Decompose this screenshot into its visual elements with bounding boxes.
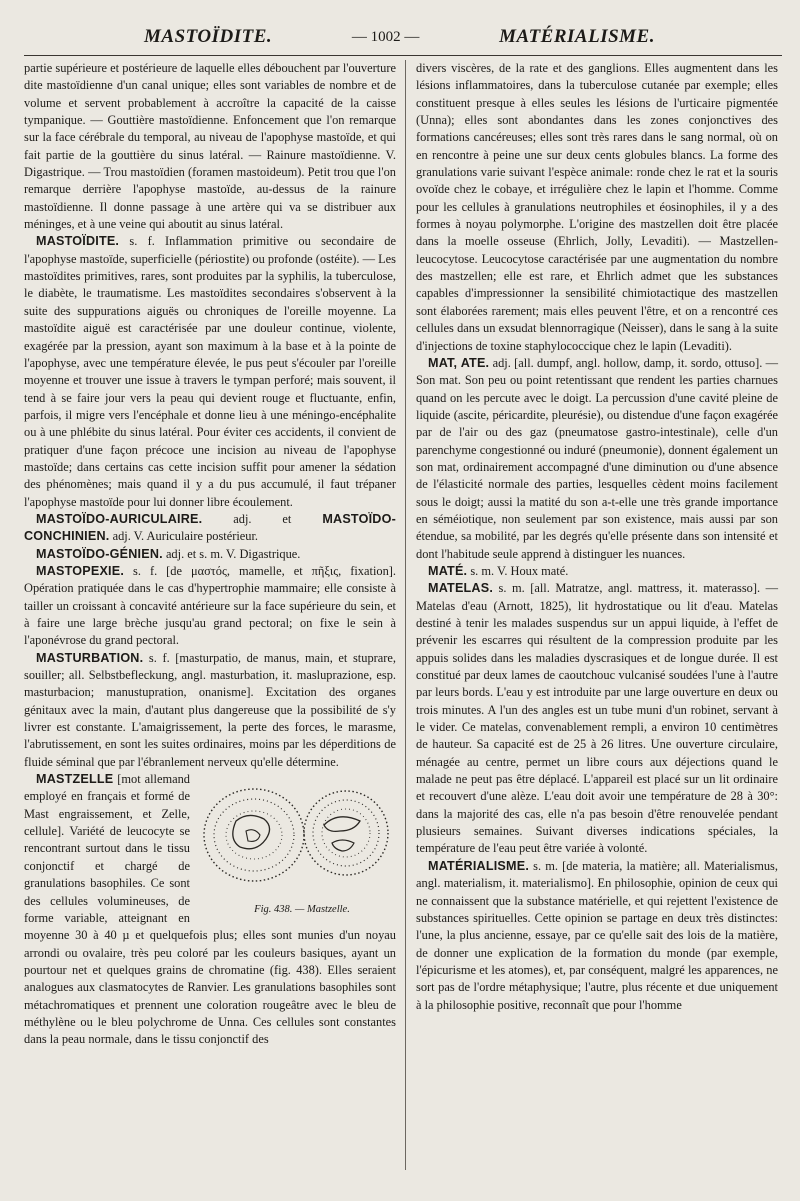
header-rule	[24, 55, 782, 56]
entry-mate	[416, 563, 778, 580]
entry-matelas	[416, 580, 778, 858]
left-column	[24, 60, 396, 1049]
entry-headword: MASTOÏDO-AURICULAIRE.	[36, 511, 203, 526]
entry-text: adj. V. Auriculaire postérieur.	[112, 529, 259, 544]
entry-headword: MATÉ.	[428, 563, 468, 578]
entry-headword: MAT, ATE.	[428, 355, 490, 370]
header-left-title: MASTOÏDITE.	[144, 26, 273, 47]
entry-text: s. f. [de μαστός, mamelle, et πῆξις, fixation]. Opération pratiquée dans le cas d'hypertrophie mammaire; elle consiste à tailler un croissant à concavité antérieure sur la face supérieure du sein, et à faire une large brèche jusqu'au grand pectoral; on fixe le sein à l'aponévrose du grand pectoral.	[24, 563, 396, 648]
entry-text: s. m. [de materia, la matière; all. Materialismus, angl. materialism, it. materialismo]. En philosophie, opinion de ceux qui ne connaissent que la substance matérielle, et qui rejettent l'existence de substances spirituelles. Cette opinion se partage en deux très distinctes: l'une, la plus ancienne, essaye, par ce qu'elle sait des lois de la matière, de donner une explication de la formation du monde (par exemple, l'épicurisme et les atomes), et, par conséquent, malgré les apparences, ne sort pas de l'ordre métaphysique; l'autre, plus récente et due uniquement à la philosophie positive, reconnaît que pour l'homme	[416, 858, 778, 1012]
entry-text: s. m. [all. Matratze, angl. mattress, it. materasso]. — Matelas d'eau (Arnott, 1825), lit hydrostatique ou lit d'eau. Matelas destiné à tenir les malades suspendus sur un appui liquide, à l'effet de prévenir les escarres qui résultent de la compression produite par les appuis solides dans les maladies dyscrasiques et de longue durée. Il est constitué par deux lames de caoutchouc vulcanisé soudées l'une à l'autre par leurs bords. L'eau y est introduite par une large ouverture en deux ou trois minutes. A l'un des angles est un tube muni d'un robinet, servant à le vider. Ce matelas, convenablement rempli, a environ 10 centimètres de hauteur. Sa capacité est de 25 à 26 litres. Une ouverture circulaire, ménagée au centre, permet un libre cours aux déjections quand le malade ne peut pas être déplacé. L'appareil est placé sur un lit ordinaire et recouvert d'une alèze. L'eau doit avoir une température de 28 à 30°: dans la majorité des cas, elle n'a pas besoin d'être renouvelée pendant plusieurs semaines. Suivant diverses indications spéciales, la température de l'eau peut être variée à volonté.	[416, 581, 778, 856]
page-number: — 1002 —	[351, 28, 420, 45]
entry-text: s. f. [masturpatio, de manus, main, et stuprare, souiller; all. Selbstbefleckung, angl. masturbation, it. masluprazione, esp. masturbacion; manustupration, onanisme]. Excitation des organes génitaux avec la main, d'autant plus dangereuse que la possibilité de s'y livrer est constante. L'amaigrissement, la perte des forces, le marasme, l'abrutissement, en sont les suites ordinaires, moins par les déperditions de fluide séminal que par l'ébranlement nerveux qu'elle détermine.	[24, 650, 396, 769]
entry-headword: MATÉRIALISME.	[428, 858, 530, 873]
entry-mat	[416, 355, 778, 563]
entry-text: adj. [all. dumpf, angl. hollow, damp, it. sordo, ottuso]. — Son mat. Son peu ou point retentissant que rendent les parties charnues quand on les percute avec le doigt. La percussion d'une cavité pleine de liquide (ascite, péricardite, pleurésie), ou distendue d'une façon exagérée par de l'air ou des gaz (pneumatose gastro-intestinale), celle d'un parenchyme congestionné ou induré (pneumonie), donnent également un son mat, ordinairement accompagné d'une diminution ou d'une absence de l'élasticité normale des parties, lesquelles cèdent moins facilement sous le doigt; aussi la matité du son a-t-elle une très grande importance en séméiotique, non seulement par son existence, mais aussi par son étendue, sa mobilité, par les degrés qu'elle présente dans son intensité et dont l'habitude seule apprend à distinguer les nuances.	[416, 355, 778, 561]
column-divider	[405, 60, 406, 1170]
continuation-paragraph: divers viscères, de la rate et des ganglions. Elles augmentent dans les lésions inflammatoires, dans la tuberculose cutanée par exemple; elles constituent presque à elles seules les lésions de l'urticaire pigmentée (Unna); elles sont abondantes dans les zones conjonctives des formations cancéreuses; elles sont très rares dans le sang normal, où on en rencontre à peine une sur deux cents globules blancs. La forme des granulations varie suivant l'espèce animale: ronde chez le rat et la souris ovoïde chez le cobaye, et irrégulière chez le lapin et l'homme. Comme pour les cellules à granulations neutrophiles et éosinophiles, il y a des formes à noyau polymorphe. L'origine des mastzellen doit être placée dans la moelle osseuse (Ehrlich, Jolly, Levaditi). — Mastzellen-leucocytose. Leucocytose caractérisée par une augmentation du nombre des mastzellen; elle est rare, et Ehrlich admet que les substances capables d'impressionner la sensibilité chimiotactique des mastzellen sont élaborées rarement; mais elles peuvent l'être, et on a rencontré ces cellules dans un exsudat blennorragique (Neisser), dans le sang à la suite d'injections de toxine staphylococcique chez le lapin (Levaditi).	[416, 61, 778, 353]
entry-headword: MATELAS.	[428, 581, 494, 596]
entry-materialisme	[416, 858, 778, 1014]
entry-mastoidite	[24, 233, 396, 511]
running-head	[24, 22, 780, 52]
entry-mastoido-genien	[24, 546, 396, 563]
entry-headword: MASTURBATION.	[36, 650, 144, 665]
entry-masturbation	[24, 650, 396, 771]
entry-headword: MASTOPEXIE.	[36, 563, 125, 578]
figure-caption: Fig. 438. — Mastzelle.	[254, 904, 350, 916]
entry-headword: MASTZELLE	[36, 772, 114, 787]
entry-text: adj. et s. m. V. Digastrique.	[165, 546, 301, 561]
cell-left	[204, 789, 304, 881]
figure-438	[196, 773, 396, 923]
entry-text: s. m. V. Houx maté.	[470, 563, 569, 578]
entry-headword: MASTOÏDO-CONCHINIEN.	[24, 511, 396, 544]
continuation-paragraph: partie supérieure et postérieure de laquelle elles débouchent par l'ouverture dite mastoïdienne d'un canal unique; elles sont variables de nombre et de volume et servent probablement à accroître la capacité de la caisse tympanique. — Gouttière mastoïdienne. Enfoncement que l'on remarque sur la face cérébrale du temporal, au niveau de l'apophyse mastoïde, et qui fait partie de la gouttière du sinus latéral. — Rainure mastoïdienne. V. Digastrique. — Trou mastoïdien (foramen mastoideum). Petit trou que l'on remarque derrière l'apophyse mastoïde, au-dessus de la rainure mastoïdienne. Il donne passage à une artère qui va se distribuer aux méninges, et à une veine qui aboutit au sinus latéral.	[24, 61, 396, 232]
right-column	[416, 60, 778, 1014]
header-right-title: MATÉRIALISME.	[499, 26, 655, 47]
entry-mastzelle	[24, 771, 396, 1049]
entry-mastoido-auriculaire	[24, 511, 396, 546]
entry-text: adj. et	[233, 511, 292, 526]
entry-headword: MASTOÏDO-GÉNIEN.	[36, 546, 163, 561]
entry-text: [mot allemand employé en français et formé de Mast engraissement, et Zelle, cellule]. Variété de leucocyte se rencontrant surtout dans le tissu conjonctif et chargé de granulations basophiles. Ce sont des cellules volumineuses, de forme variable, atteignant en moyenne 30 à 40 µ et quelquefois plus; elles sont munies d'un noyau arrondi ou ovalaire, très peu coloré par les couleurs basiques, ayant un pourtour net et quelques grains de chromatine (fig. 438). Elles seraient analogues aux clasmatocytes de Ranvier. Les granulations basophiles sont métachromatiques et prennent une coloration rougeâtre avec le bleu de méthylène ou le bleu polychrome de Unna. Ces cellules sont constantes dans la peau normale, dans le tissu conjonctif des	[24, 772, 396, 1047]
entry-mastopexie	[24, 563, 396, 650]
cell-right	[304, 791, 388, 875]
entry-text: s. f. Inflammation primitive ou secondaire de l'apophyse mastoïde, superficielle (périostite) ou profonde (ostéite). — Les mastoïdites primitives, rares, sont produites par la syphilis, la tuberculose, le diabète, le traumatisme. Les mastoïdites secondaires s'observent à la suite des suppurations aiguës ou chroniques de l'oreille moyenne. La mastoïdite aiguë est caractérisée par une douleur continue, violente, exagérée par la pression, ayant son maximum à la base et à la pointe de l'apophyse, avec une température élevée, le pus peut s'écouler par l'oreille moyenne et trouver une issue à travers le tympan perforé; mais souvent, il tend à se faire jour vers la peau qui devient rouge et fluctuante, enfin, parfois, il migre vers l'encéphale et donne lieu à une méningo-encéphalite ou à une phlébite du sinus latéral. Pour éviter ces accidents, il convient de pratiquer d'une façon précoce une incision au niveau de l'apophyse mastoïde; dans certains cas cette incision suffit pour amener la sédation des phénomènes; mais quand il y a du pus accumulé, il faut trépaner l'apophyse mastoïde pour lui donner libre écoulement.	[24, 234, 396, 509]
entry-headword: MASTOÏDITE.	[36, 234, 120, 249]
